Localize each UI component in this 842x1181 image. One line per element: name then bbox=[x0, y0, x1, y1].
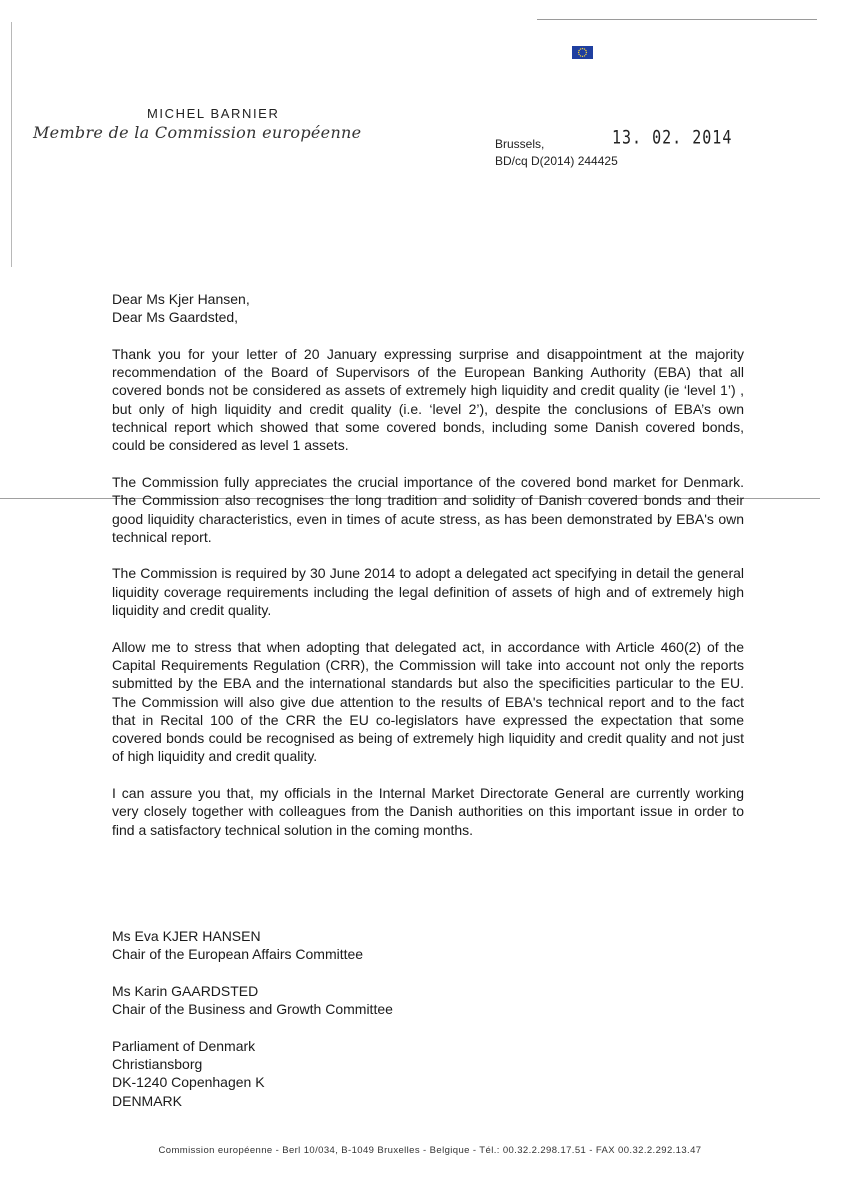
recipient-name: Ms Karin GAARDSTED bbox=[112, 982, 259, 999]
salutation-line: Dear Ms Gaardsted, bbox=[112, 309, 239, 326]
sender-name: MICHEL BARNIER bbox=[147, 106, 280, 121]
footer-address: Commission européenne - Berl 10/034, B-1049 Bruxelles - Belgique - Tél.: 00.32.2.298.17.51 - FAX 00.32.2.292.13.47 bbox=[158, 1145, 702, 1156]
sender-title: Membre de la Commission européenne bbox=[33, 123, 362, 142]
body-paragraph: Allow me to stress that when adopting that delegated act, in accordance with Article 460(2) of the Capital Requirements Regulation (CRR), the Commission will take into account not only the reports submitted by the EBA and the international standards but also the specificities particular to the EU. The Commission will also give due attention to the results of EBA's technical report and to the fact that in Recital 100 of the CRR the EU co-legislators have expressed the expectation that some covered bonds could be recognised as being of extremely high liquidity and credit quality and not just of high liquidity and credit quality. bbox=[112, 638, 744, 765]
place-label: Brussels, bbox=[495, 137, 545, 151]
address-line: DENMARK bbox=[112, 1092, 183, 1109]
body-paragraph: Thank you for your letter of 20 January expressing surprise and disappointment at the majority recommendation of the Board of Supervisors of the European Banking Authority (EBA) that all covered bonds not be considered as assets of extremely high liquidity and credit quality (ie ‘level 1’) , but only of high liquidity and credit quality (i.e. ‘level 2’), despite the conclusions of EBA’s own technical report which showed that some covered bonds, including some Danish covered bonds, could be considered as level 1 assets. bbox=[112, 345, 744, 454]
top-rule bbox=[537, 19, 817, 20]
salutation-line: Dear Ms Kjer Hansen, bbox=[112, 291, 250, 307]
body-paragraph: The Commission is required by 30 June 2014 to adopt a delegated act specifying in detail the general liquidity coverage requirements including the legal definition of assets of high and of extremely high liquidity and credit quality. bbox=[112, 565, 744, 619]
body-paragraph: The Commission fully appreciates the crucial importance of the covered bond market for Denmark. The Commission also recognises the long tradition and solidity of Danish covered bonds and their good liquidity characteristics, even in times of acute stress, as has been demonstrated by EBA's own technical report. bbox=[112, 473, 744, 545]
scan-edge-line bbox=[11, 22, 12, 267]
recipient-role: Chair of the European Affairs Committee bbox=[112, 946, 364, 963]
eu-flag-icon bbox=[572, 46, 593, 59]
recipient bbox=[112, 927, 612, 964]
body-paragraph: I can assure you that, my officials in the Internal Market Directorate General are currently working very closely together with colleagues from the Danish authorities on this important issue in order to find a satisfactory technical solution in the coming months. bbox=[112, 785, 744, 838]
address-line: DK-1240 Copenhagen K bbox=[112, 1074, 265, 1091]
reference-number: BD/cq D(2014) 244425 bbox=[495, 154, 618, 168]
address-line: Parliament of Denmark bbox=[112, 1037, 256, 1054]
date-stamp: 13. 02. 2014 bbox=[612, 126, 733, 149]
recipient-role: Chair of the Business and Growth Committee bbox=[112, 1001, 393, 1018]
recipient bbox=[112, 982, 612, 1019]
letter-body bbox=[112, 290, 744, 857]
recipient-name: Ms Eva KJER HANSEN bbox=[112, 928, 261, 944]
recipient-block bbox=[112, 927, 612, 1128]
address-line: Christiansborg bbox=[112, 1056, 203, 1073]
address bbox=[112, 1037, 612, 1110]
